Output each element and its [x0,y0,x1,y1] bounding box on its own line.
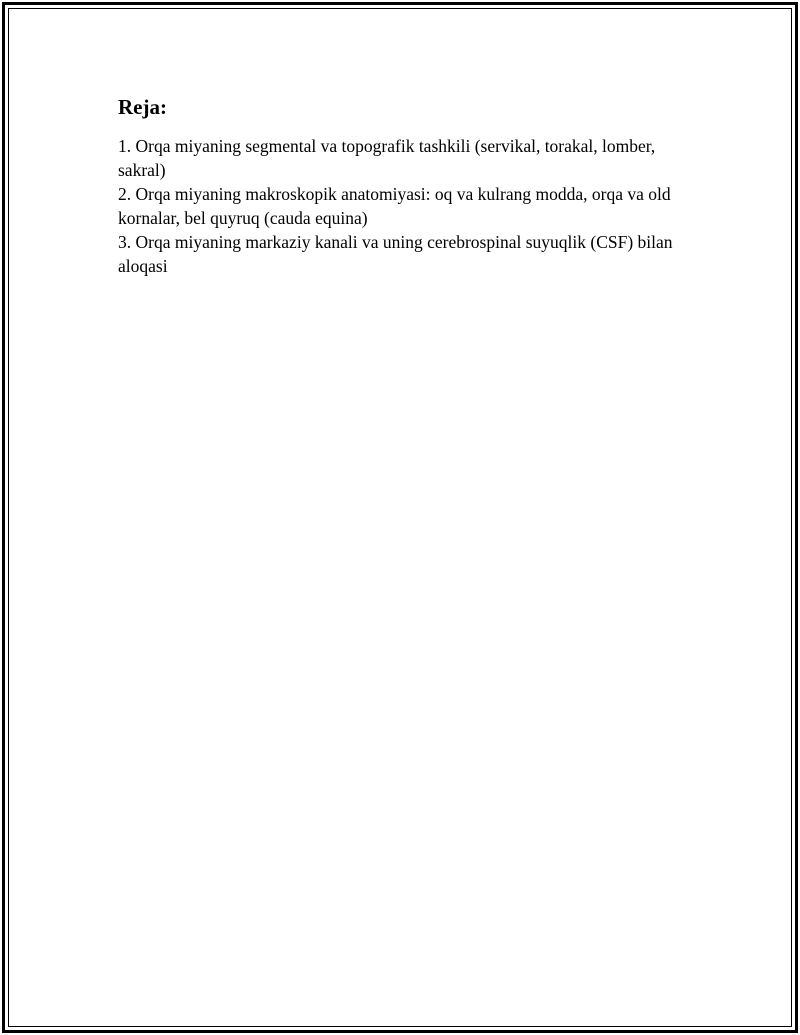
plan-item: 1. Orqa miyaning segmental va topografik tashkili (servikal, torakal, lomber, sakral) [118,136,656,180]
plan-heading: Reja: [118,95,167,119]
document-content [118,94,698,278]
plan-item: 3. Orqa miyaning markaziy kanali va uning cerebrospinal suyuqlik (CSF) bilan aloqasi [118,232,673,276]
plan-list [118,134,698,278]
plan-item: 2. Orqa miyaning makroskopik anatomiyasi: oq va kulrang modda, orqa va old kornalar, bel quyruq (cauda equina) [118,184,671,228]
